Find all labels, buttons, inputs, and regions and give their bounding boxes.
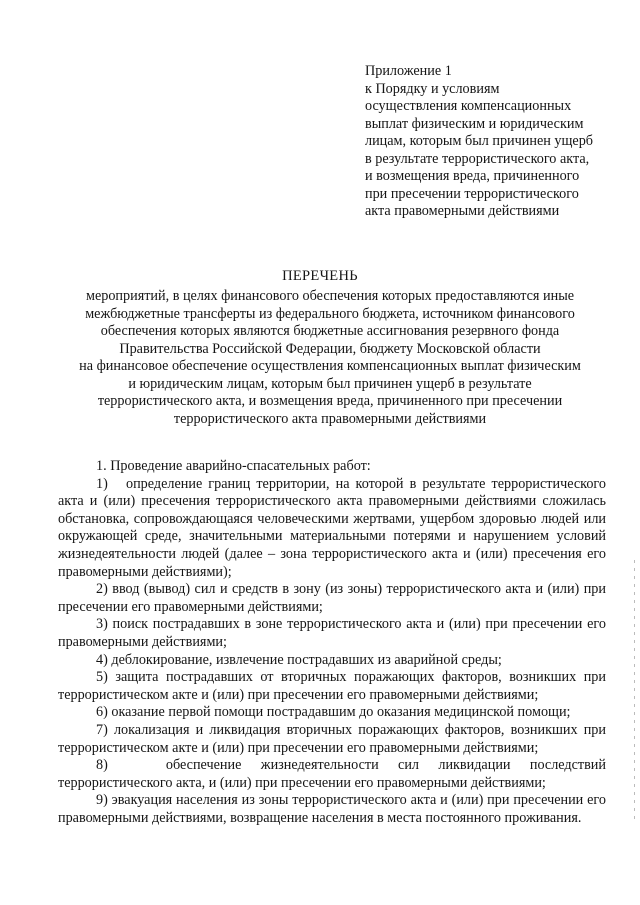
appendix-line: лицам, которым был причинен ущерб (365, 133, 594, 149)
subtitle-line: на финансовое обеспечение осуществления компенсационных выплат физическим (79, 358, 581, 374)
appendix-line: при пресечении террористического (365, 185, 579, 202)
subtitle-line: террористического акта, и возмещения вреда, причиненного при пресечении (97, 393, 563, 409)
subtitle-line: и юридическим лицам, которым был причинен ущерб в результате (128, 375, 532, 392)
list-item: 3) поиск пострадавших в зоне террористического акта и (или) при пресечении его правомерными действиями; (58, 616, 606, 650)
appendix-line: осуществления компенсационных (365, 98, 572, 114)
appendix-line: выплат физическим и юридическим (365, 115, 584, 132)
list-item: 6) оказание первой помощи пострадавшим до оказания медицинской помощи; (96, 704, 571, 721)
scan-edge-artifact (634, 560, 635, 820)
section-heading: 1. Проведение аварийно-спасательных работ: (96, 458, 371, 474)
appendix-line: и возмещения вреда, причиненного (365, 168, 580, 184)
document-body (58, 458, 606, 827)
document-subtitle (40, 288, 620, 428)
list-item: 7) локализация и ликвидация вторичных поражающих факторов, возникших при террористическом акте и (или) при пресечении его правомерными действиями; (58, 721, 606, 756)
list-item: 4) деблокирование, извлечение пострадавших из аварийной среды; (96, 651, 502, 668)
appendix-line: акта правомерными действиями (365, 203, 560, 219)
appendix-reference (365, 63, 625, 221)
appendix-line: Приложение 1 (365, 63, 452, 79)
list-item: 9) эвакуация населения из зоны террористического акта и (или) при пресечении его правомерными действиями, возвращение населения в места постоянного проживания. (58, 792, 606, 826)
list-item: 2) ввод (вывод) сил и средств в зону (из зоны) террористического акта и (или) при пресечении его правомерными действиями; (58, 581, 606, 615)
list-item: 8) обеспечение жизнедеятельности сил ликвидации последствий террористического акта, и (или) при пресечении его правомерными действиями; (58, 757, 606, 791)
list-item: 5) защита пострадавших от вторичных поражающих факторов, возникших при террористическом акте и (или) при пресечении его правомерными действиями; (58, 669, 606, 703)
appendix-line: в результате террористического акта, (365, 150, 590, 167)
subtitle-line: мероприятий, в целях финансового обеспечения которых предоставляются иные (85, 288, 575, 304)
subtitle-line: межбюджетные трансферты из федерального бюджета, источником финансового (85, 305, 575, 322)
subtitle-line: обеспечения которых являются бюджетные ассигнования резервного фонда (100, 323, 560, 339)
document-title: ПЕРЕЧЕНЬ (282, 268, 358, 284)
subtitle-line: Правительства Российской Федерации, бюджету Московской области (119, 340, 541, 357)
subtitle-line: террористического акта правомерными действиями (173, 410, 487, 427)
appendix-line: к Порядку и условиям (365, 80, 500, 97)
list-item: 1) определение границ территории, на которой в результате террористического акта и (или) пресечения террористического акта правомерными действиями сложилась обстановка, сопровождающаяся человеческими жертвами, ущербом здоровью людей или окружающей среде, значительными материальными потерями и нарушением условий жизнедеятельности людей (далее – зона террористического акта и (или) пресечения его правомерными действиями); (58, 475, 606, 580)
